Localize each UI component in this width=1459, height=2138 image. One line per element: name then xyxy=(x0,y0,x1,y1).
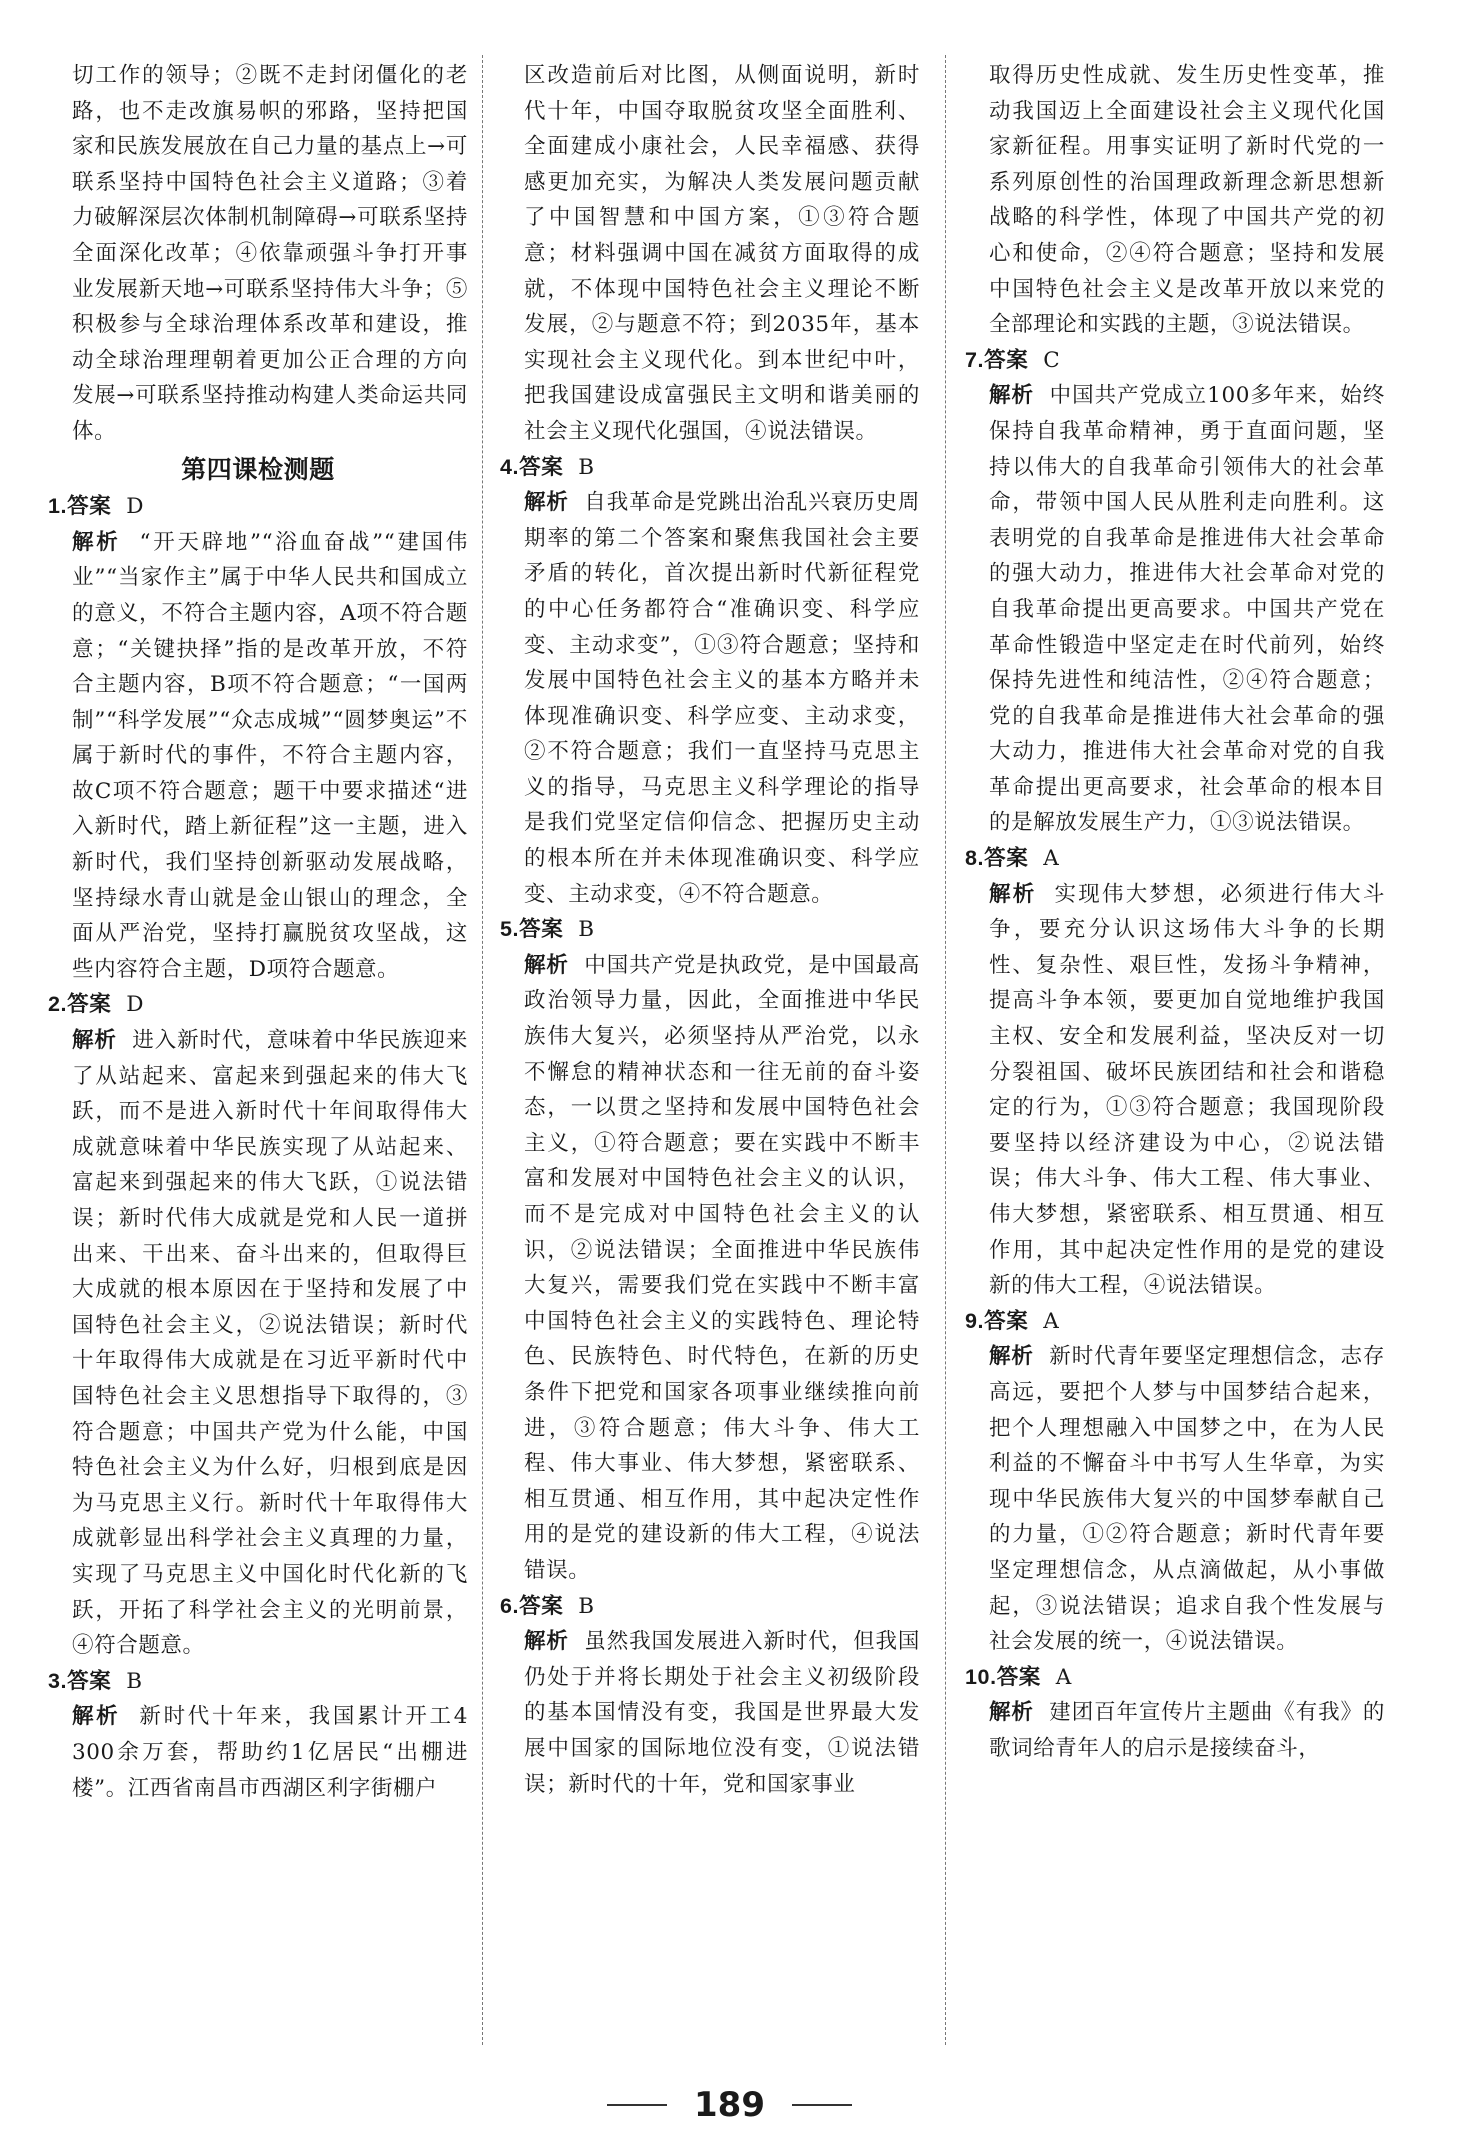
question-number: 7. xyxy=(965,347,985,372)
question-number: 3. xyxy=(48,1668,68,1693)
answer-label: 答案 xyxy=(984,846,1029,872)
question-number: 10. xyxy=(965,1664,997,1689)
analysis-label: 解析 xyxy=(524,952,569,978)
column-2 xyxy=(500,58,920,1802)
analysis-label: 解析 xyxy=(524,490,569,516)
answer-label: 答案 xyxy=(519,917,564,943)
answer-value: B xyxy=(578,1593,595,1619)
answer-value: D xyxy=(126,494,145,520)
analysis-label: 解析 xyxy=(989,1344,1034,1370)
analysis-text: “开天辟地”“浴血奋战”“建国伟业”“当家作主”属于中华人民共和国成立的意义，不符合主题内容，A项不符合题意；“关键抉择”指的是改革开放，不符合主题内容，B项不符合题意；“一国两制”“科学发展”“众志成城”“圆梦奥运”不属于新时代的事件，不符合主题内容，故C项不符合题意；题干中要求描述“进入新时代，踏上新征程”这一主题，进入新时代，我们坚持创新驱动发展战略，坚持绿水青山就是金山银山的理念，全面从严治党，坚持打赢脱贫攻坚战，这些内容符合主题，D项符合题意。 xyxy=(72,529,468,982)
answer-label: 答案 xyxy=(67,1668,112,1694)
answer-value: A xyxy=(1055,1664,1072,1690)
analysis-text: 新时代十年来，我国累计开工4 300余万套，帮助约1亿居民“出棚进楼”。江西省南昌市西湖区利字街棚户 xyxy=(72,1704,468,1801)
question-3 xyxy=(48,1664,468,1806)
question-10 xyxy=(965,1660,1385,1767)
question-7 xyxy=(965,343,1385,841)
analysis-text: 建团百年宣传片主题曲《有我》的歌词给青年人的启示是接续奋斗， xyxy=(989,1700,1386,1761)
column-divider-left xyxy=(482,55,483,2045)
question-number: 9. xyxy=(965,1308,985,1333)
question-number: 1. xyxy=(48,494,68,519)
footer-dash-left xyxy=(607,2104,667,2106)
question-number: 8. xyxy=(965,846,985,871)
analysis-label: 解析 xyxy=(989,1700,1034,1726)
answer-label: 答案 xyxy=(996,1664,1041,1690)
answer-label: 答案 xyxy=(67,494,112,520)
footer-dash-right xyxy=(792,2104,852,2106)
q6-continuation: 取得历史性成就、发生历史性变革，推动我国迈上全面建设社会主义现代化国家新征程。用事实证明了新时代党的一系列原创性的治国理政新理念新思想新战略的科学性，体现了中国共产党的初心和使命，②④符合题意；坚持和发展中国特色社会主义是改革开放以来党的全部理论和实践的主题，③说法错误。 xyxy=(989,63,1385,338)
q3-continuation: 区改造前后对比图，从侧面说明，新时代十年，中国夺取脱贫攻坚全面胜利、全面建成小康社会，人民幸福感、获得感更加充实，为解决人类发展问题贡献了中国智慧和中国方案，①③符合题意；材料强调中国在减贫方面取得的成就，不体现中国特色社会主义理论不断发展，②与题意不符；到2035年，基本实现社会主义现代化。到本世纪中叶，把我国建设成富强民主文明和谐美丽的社会主义现代化强国，④说法错误。 xyxy=(524,63,920,444)
analysis-text: 实现伟大梦想，必须进行伟大斗争，要充分认识这场伟大斗争的长期性、复杂性、艰巨性，发扬斗争精神，提高斗争本领，要更加自觉地维护我国主权、安全和发展利益，坚决反对一切分裂祖国、破坏民族团结和社会和谐稳定的行为，①③符合题意；我国现阶段要坚持以经济建设为中心，②说法错误；伟大斗争、伟大工程、伟大事业、伟大梦想，紧密联系、相互贯通、相互作用，其中起决定性作用的是党的建设新的伟大工程，④说法错误。 xyxy=(989,881,1385,1299)
question-8 xyxy=(965,841,1385,1304)
question-1 xyxy=(48,489,468,987)
page-footer xyxy=(0,2085,1459,2125)
answer-label: 答案 xyxy=(67,992,112,1018)
answer-value: B xyxy=(578,454,595,480)
analysis-text: 虽然我国发展进入新时代，但我国仍处于并将长期处于社会主义初级阶段的基本国情没有变，我国是世界最大发展中国家的国际地位没有变，①说法错误；新时代的十年，党和国家事业 xyxy=(524,1629,921,1797)
page-number: 189 xyxy=(694,2085,765,2125)
question-5 xyxy=(500,912,920,1588)
answer-label: 答案 xyxy=(984,347,1029,373)
analysis-text: 进入新时代，意味着中华民族迎来了从站起来、富起来到强起来的伟大飞跃，而不是进入新时代十年间取得伟大成就意味着中华民族实现了从站起来、富起来到强起来的伟大飞跃，①说法错误；新时代伟大成就是党和人民一道拼出来、干出来、奋斗出来的，但取得巨大成就的根本原因在于坚持和发展了中国特色社会主义，②说法错误；新时代十年取得伟大成就是在习近平新时代中国特色社会主义思想指导下取得的，③符合题意；中国共产党为什么能，中国特色社会主义为什么好，归根到底是因为马克思主义行。新时代十年取得伟大成就彰显出科学社会主义真理的力量，实现了马克思主义中国化时代化新的飞跃，开拓了科学社会主义的光明前景，④符合题意。 xyxy=(72,1028,469,1659)
question-4 xyxy=(500,450,920,913)
question-number: 5. xyxy=(500,917,520,942)
analysis-label: 解析 xyxy=(72,1704,121,1730)
question-number: 2. xyxy=(48,992,68,1017)
answer-value: C xyxy=(1043,347,1061,373)
question-number: 6. xyxy=(500,1593,520,1618)
column-3 xyxy=(965,58,1385,1767)
answer-value: A xyxy=(1043,846,1060,872)
answer-label: 答案 xyxy=(519,1593,564,1619)
answer-value: D xyxy=(126,992,145,1018)
answer-label: 答案 xyxy=(519,454,564,480)
analysis-text: 新时代青年要坚定理想信念，志存高远，要把个人梦与中国梦结合起来，把个人理想融入中国梦之中，在为人民利益的不懈奋斗中书写人生华章，为实现中华民族伟大复兴的中国梦奉献自己的力量，①②符合题意；新时代青年要坚定理想信念，从点滴做起，从小事做起，③说法错误；追求自我个性发展与社会发展的统一，④说法错误。 xyxy=(989,1344,1386,1655)
answer-value: B xyxy=(126,1668,143,1694)
question-6 xyxy=(500,1589,920,1803)
analysis-label: 解析 xyxy=(989,881,1037,907)
question-2 xyxy=(48,987,468,1663)
intro-text: 切工作的领导；②既不走封闭僵化的老路，也不走改旗易帜的邪路，坚持把国家和民族发展放在自己力量的基点上→可联系坚持中国特色社会主义道路；③着力破解深层次体制机制障碍→可联系坚持全面深化改革；④依靠顽强斗争打开事业发展新天地→可联系坚持伟大斗争；⑤积极参与全球治理体系改革和建设，推动全球治理理朝着更加公正合理的方向发展→可联系坚持推动构建人类命运共同体。 xyxy=(72,63,468,444)
analysis-label: 解析 xyxy=(72,529,121,555)
analysis-text: 中国共产党是执政党，是中国最高政治领导力量，因此，全面推进中华民族伟大复兴，必须坚持从严治党，以永不懈怠的精神状态和一往无前的奋斗姿态，一以贯之坚持和发展中国特色社会主义，①符合题意；要在实践中不断丰富和发展对中国特色社会主义的认识，而不是完成对中国特色社会主义的认识，②说法错误；全面推进中华民族伟大复兴，需要我们党在实践中不断丰富中国特色社会主义的实践特色、理论特色、民族特色、时代特色，在新的历史条件下把党和国家各项事业继续推向前进，③符合题意；伟大斗争、伟大工程、伟大事业、伟大梦想，紧密联系、相互贯通、相互作用，其中起决定性作用的是党的建设新的伟大工程，④说法错误。 xyxy=(524,952,921,1583)
analysis-text: 中国共产党成立100多年来，始终保持自我革命精神，勇于直面问题，坚持以伟大的自我革命引领伟大的社会革命，带领中国人民从胜利走向胜利。这表明党的自我革命是推进伟大社会革命的强大动力，推进伟大社会革命对党的自我革命提出更高要求。中国共产党在革命性锻造中坚定走在时代前列，始终保持先进性和纯洁性，②④符合题意；党的自我革命是推进伟大社会革命的强大动力，推进伟大社会革命对党的自我革命提出更高要求，社会革命的根本目的是解放发展生产力，①③说法错误。 xyxy=(989,383,1385,836)
answer-value: A xyxy=(1043,1308,1060,1334)
answer-value: B xyxy=(578,917,595,943)
answer-label: 答案 xyxy=(984,1308,1029,1334)
analysis-label: 解析 xyxy=(524,1629,569,1655)
section-title: 第四课检测题 xyxy=(181,454,335,484)
analysis-label: 解析 xyxy=(989,383,1034,409)
question-9 xyxy=(965,1304,1385,1660)
column-1 xyxy=(48,58,468,1806)
question-number: 4. xyxy=(500,454,520,479)
column-divider-right xyxy=(945,55,946,2045)
analysis-text: 自我革命是党跳出治乱兴衰历史周期率的第二个答案和聚焦我国社会主要矛盾的转化，首次提出新时代新征程党的中心任务都符合“准确识变、科学应变、主动求变”，①③符合题意；坚持和发展中国特色社会主义的基本方略并未体现准确识变、科学应变、主动求变，②不符合题意；我们一直坚持马克思主义的指导，马克思主义科学理论的指导是我们党坚定信仰信念、把握历史主动的根本所在并未体现准确识变、科学应变、主动求变，④不符合题意。 xyxy=(524,490,921,907)
analysis-label: 解析 xyxy=(72,1028,117,1054)
